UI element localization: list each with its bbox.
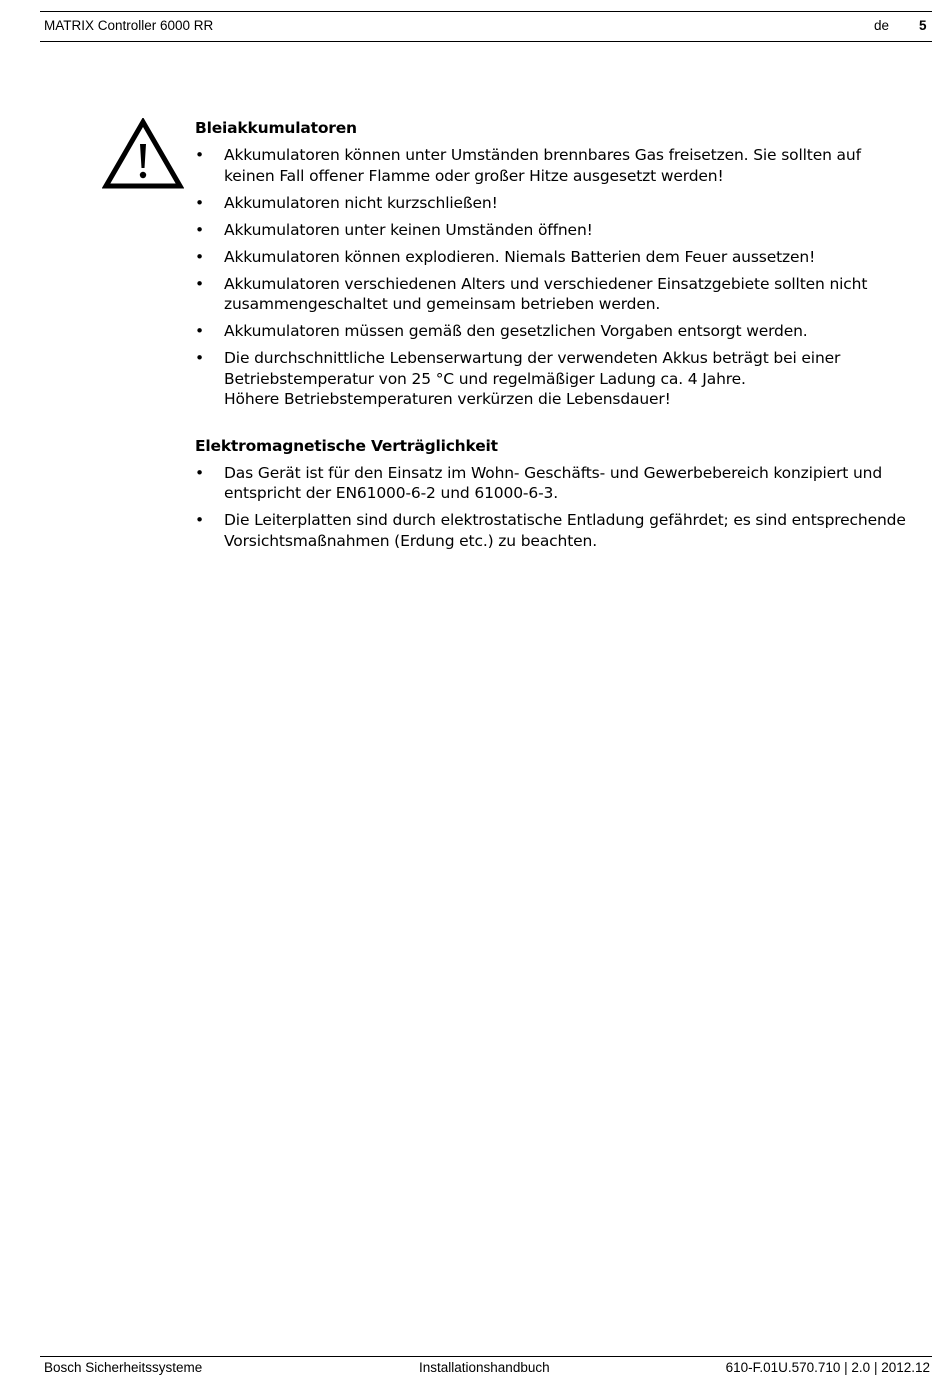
main-content bbox=[195, 118, 935, 558]
list-item bbox=[195, 274, 935, 315]
list-item-text: Akkumulatoren können unter Umständen brennbares Gas freisetzen. Sie sollten auf bbox=[224, 146, 861, 164]
bullet-icon: • bbox=[195, 247, 204, 266]
bullet-icon: • bbox=[195, 146, 204, 164]
bullet-icon: • bbox=[195, 274, 204, 293]
list-item-text: Vorsichtsmaßnahmen (Erdung etc.) zu beachten. bbox=[224, 531, 597, 550]
bullet-list bbox=[195, 145, 935, 410]
bullet-icon: • bbox=[195, 220, 204, 239]
document-title: MATRIX Controller 6000 RR bbox=[44, 18, 214, 33]
header-rule-top bbox=[40, 11, 932, 12]
section-lead-batteries bbox=[195, 118, 935, 410]
list-item-text: Die durchschnittliche Lebenserwartung der verwendeten Akkus beträgt bei einer bbox=[224, 349, 841, 367]
footer-doc-number: 610-F.01U.570.710 | 2.0 | 2012.12 bbox=[725, 1360, 930, 1375]
list-item bbox=[195, 321, 935, 342]
list-item bbox=[195, 193, 935, 214]
list-item bbox=[195, 247, 935, 268]
footer-rule bbox=[40, 1356, 932, 1357]
list-item-text: Akkumulatoren müssen gemäß den gesetzlichen Vorgaben entsorgt werden. bbox=[224, 322, 808, 340]
list-item-text: Betriebstemperatur von 25 °C und regelmäßiger Ladung ca. 4 Jahre. bbox=[224, 369, 746, 388]
list-item-text: Akkumulatoren können explodieren. Niemals Batterien dem Feuer aussetzen! bbox=[224, 247, 816, 266]
bullet-icon: • bbox=[195, 463, 204, 482]
bullet-list bbox=[195, 463, 935, 552]
list-item-text: keinen Fall offener Flamme oder großer Hitze ausgesetzt werden! bbox=[224, 166, 724, 185]
list-item bbox=[195, 220, 935, 241]
header-rule-bottom bbox=[40, 41, 932, 42]
list-item bbox=[195, 348, 935, 410]
footer-company: Bosch Sicherheitssysteme bbox=[44, 1360, 203, 1375]
list-item bbox=[195, 145, 935, 186]
list-item bbox=[195, 510, 935, 551]
footer-doc-type: Installationshandbuch bbox=[419, 1360, 550, 1375]
warning-triangle-icon bbox=[102, 118, 184, 190]
language-code: de bbox=[874, 18, 890, 33]
section-heading: Elektromagnetische Verträglichkeit bbox=[195, 436, 498, 455]
list-item-text: Das Gerät ist für den Einsatz im Wohn- Geschäfts- und Gewerbebereich konzipiert und bbox=[224, 463, 883, 482]
section-emc bbox=[195, 436, 935, 552]
list-item-text: entspricht der EN61000-6-2 und 61000-6-3. bbox=[224, 484, 558, 502]
list-item bbox=[195, 463, 935, 504]
page-number: 5 bbox=[919, 18, 927, 33]
list-item-text: Die Leiterplatten sind durch elektrostatische Entladung gefährdet; es sind entsprechende bbox=[224, 511, 906, 529]
list-item-text: Akkumulatoren verschiedenen Alters und verschiedener Einsatzgebiete sollten nicht bbox=[224, 274, 868, 293]
bullet-icon: • bbox=[195, 511, 204, 529]
bullet-icon: • bbox=[195, 193, 204, 212]
list-item-text: Akkumulatoren unter keinen Umständen öffnen! bbox=[224, 220, 593, 239]
section-heading: Bleiakkumulatoren bbox=[195, 119, 357, 137]
list-item-text: Höhere Betriebstemperaturen verkürzen die Lebensdauer! bbox=[224, 390, 671, 408]
list-item-text: Akkumulatoren nicht kurzschließen! bbox=[224, 193, 498, 212]
list-item-text: zusammengeschaltet und gemeinsam betrieben werden. bbox=[224, 295, 661, 313]
bullet-icon: • bbox=[195, 322, 204, 340]
bullet-icon: • bbox=[195, 349, 204, 367]
